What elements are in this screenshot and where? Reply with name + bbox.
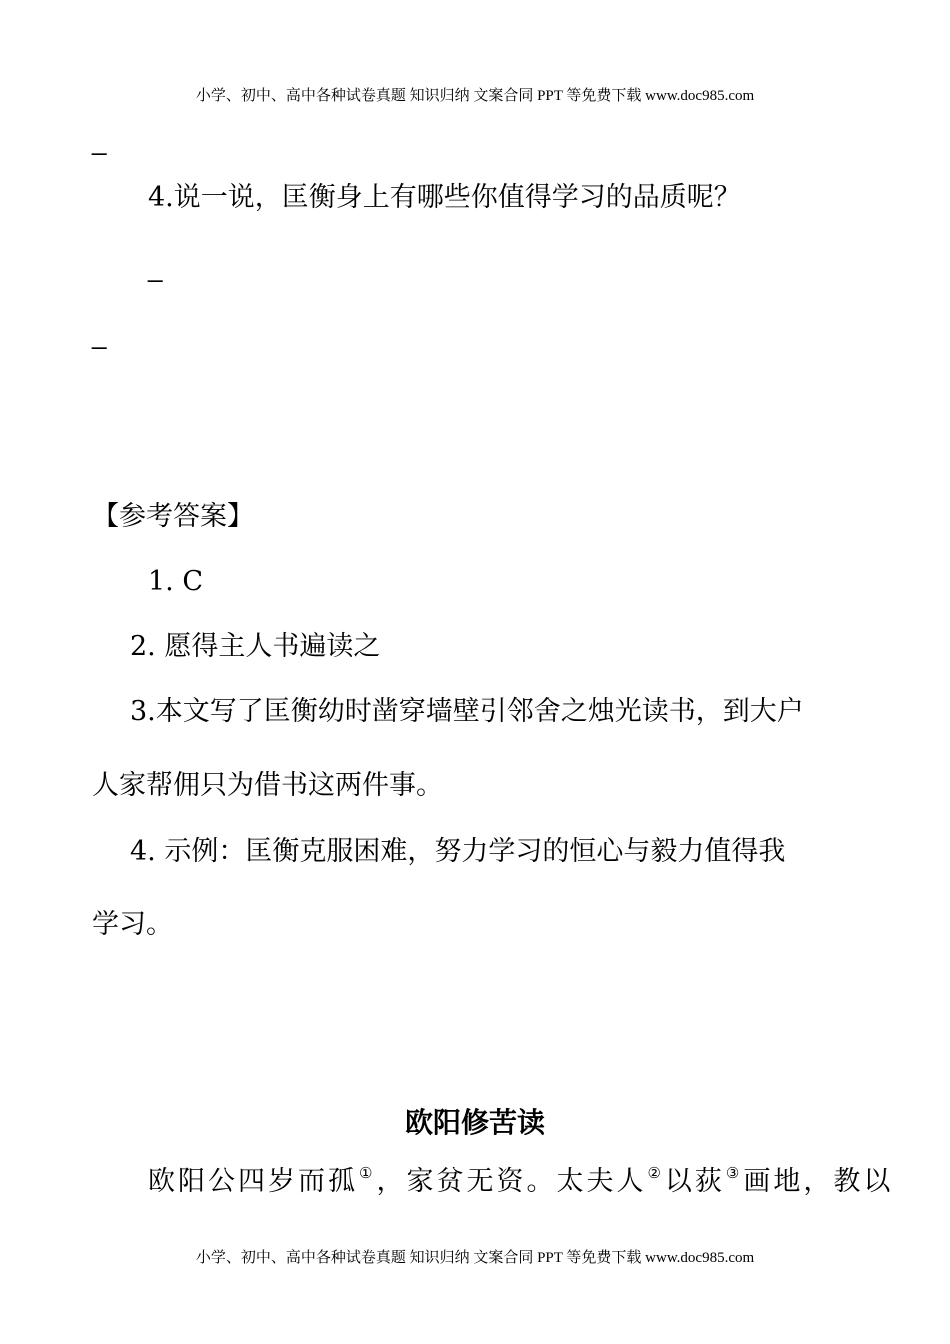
answer-blank: _ bbox=[92, 126, 107, 156]
footnote-marker: ① bbox=[359, 1164, 376, 1182]
passage-text: ，家贫无资。太夫人 bbox=[376, 1166, 647, 1197]
answers-heading: 【参考答案】 bbox=[92, 501, 254, 532]
answer-4-line-2: 学习。 bbox=[92, 909, 173, 940]
footnote-marker: ② bbox=[647, 1164, 664, 1182]
page-footer: 小学、初中、高中各种试卷真题 知识归纳 文案合同 PPT 等免费下载 www.doc985.com bbox=[195, 1250, 755, 1266]
answer-1: 1. C bbox=[148, 566, 204, 597]
answer-blank: _ bbox=[148, 253, 163, 283]
passage-title: 欧阳修苦读 bbox=[404, 1106, 545, 1139]
answer-4-line-1: 4. 示例：匡衡克服困难，努力学习的恒心与毅力值得我 bbox=[130, 836, 786, 867]
answer-3-line-2: 人家帮佣只为借书这两件事。 bbox=[92, 770, 443, 801]
answer-2: 2. 愿得主人书遍读之 bbox=[130, 631, 381, 662]
passage-text: 以荻 bbox=[664, 1166, 725, 1197]
footnote-marker: ③ bbox=[725, 1164, 743, 1182]
answer-blank: _ bbox=[92, 320, 107, 350]
page-header: 小学、初中、高中各种试卷真题 知识归纳 文案合同 PPT 等免费下载 www.doc985.com bbox=[195, 88, 755, 104]
question-4-text: 4.说一说，匡衡身上有哪些你值得学习的品质呢？ bbox=[148, 182, 741, 213]
passage-paragraph bbox=[148, 1166, 893, 1195]
passage-text: 画地，教以 bbox=[743, 1166, 894, 1197]
answer-3-line-1: 3.本文写了匡衡幼时凿穿墙壁引邻舍之烛光读书，到大户 bbox=[130, 696, 804, 727]
passage-text: 欧阳公四岁而孤 bbox=[148, 1166, 358, 1197]
